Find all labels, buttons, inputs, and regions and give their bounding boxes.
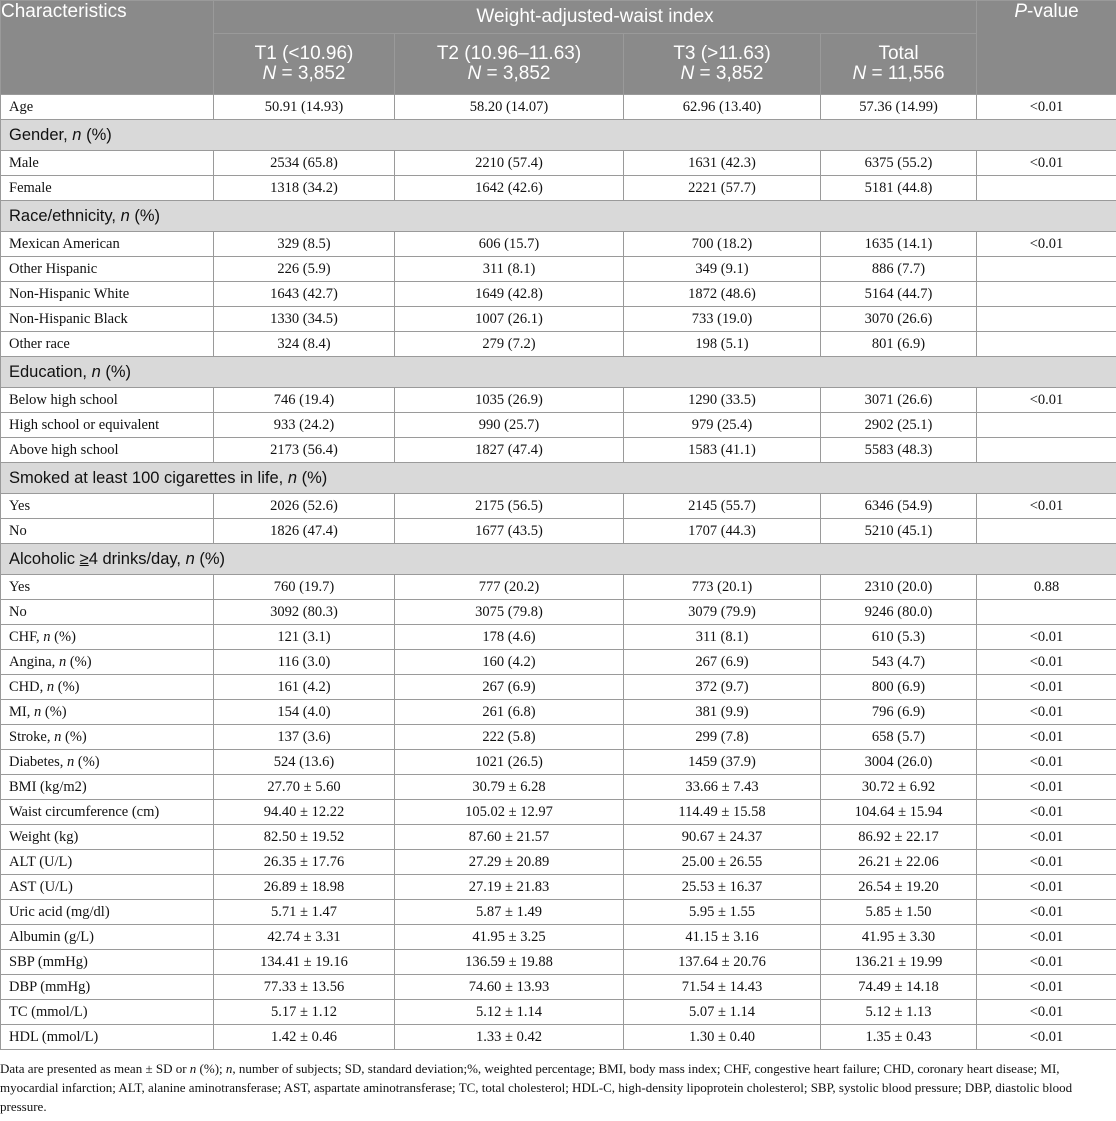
- header-col-t1: T1 (<10.96) N = 3,852: [214, 34, 395, 95]
- row-above-high-school: Above high school 2173 (56.4) 1827 (47.4) 1583 (41.1) 5583 (48.3): [1, 438, 1116, 463]
- header-p-value: P-value: [977, 1, 1116, 95]
- row-weight: Weight (kg) 82.50 ± 19.52 87.60 ± 21.57 90.67 ± 24.37 86.92 ± 22.17 <0.01: [1, 825, 1116, 850]
- row-non-hispanic-black: Non-Hispanic Black 1330 (34.5) 1007 (26.1) 733 (19.0) 3070 (26.6): [1, 307, 1116, 332]
- row-tc: TC (mmol/L) 5.17 ± 1.12 5.12 ± 1.14 5.07 ± 1.14 5.12 ± 1.13 <0.01: [1, 1000, 1116, 1025]
- header-col-t2: T2 (10.96–11.63) N = 3,852: [395, 34, 624, 95]
- row-male: Male 2534 (65.8) 2210 (57.4) 1631 (42.3) 6375 (55.2) <0.01: [1, 151, 1116, 176]
- row-mexican-american: Mexican American 329 (8.5) 606 (15.7) 700 (18.2) 1635 (14.1) <0.01: [1, 232, 1116, 257]
- row-angina: Angina, n (%) 116 (3.0) 160 (4.2) 267 (6.9) 543 (4.7) <0.01: [1, 650, 1116, 675]
- row-alcohol-no: No 3092 (80.3) 3075 (79.8) 3079 (79.9) 9246 (80.0): [1, 600, 1116, 625]
- row-chd: CHD, n (%) 161 (4.2) 267 (6.9) 372 (9.7) 800 (6.9) <0.01: [1, 675, 1116, 700]
- row-below-high-school: Below high school 746 (19.4) 1035 (26.9) 1290 (33.5) 3071 (26.6) <0.01: [1, 388, 1116, 413]
- row-sbp: SBP (mmHg) 134.41 ± 19.16 136.59 ± 19.88 137.64 ± 20.76 136.21 ± 19.99 <0.01: [1, 950, 1116, 975]
- header-col-total: Total N = 11,556: [821, 34, 977, 95]
- section-race: Race/ethnicity, n (%): [1, 201, 1116, 232]
- header-characteristics: Characteristics: [1, 1, 214, 95]
- row-female: Female 1318 (34.2) 1642 (42.6) 2221 (57.7) 5181 (44.8): [1, 176, 1116, 201]
- section-gender: Gender, n (%): [1, 120, 1116, 151]
- row-albumin: Albumin (g/L) 42.74 ± 3.31 41.95 ± 3.25 41.15 ± 3.16 41.95 ± 3.30 <0.01: [1, 925, 1116, 950]
- row-hdl: HDL (mmol/L) 1.42 ± 0.46 1.33 ± 0.42 1.30 ± 0.40 1.35 ± 0.43 <0.01: [1, 1025, 1116, 1050]
- row-chf: CHF, n (%) 121 (3.1) 178 (4.6) 311 (8.1) 610 (5.3) <0.01: [1, 625, 1116, 650]
- row-uric-acid: Uric acid (mg/dl) 5.71 ± 1.47 5.87 ± 1.49 5.95 ± 1.55 5.85 ± 1.50 <0.01: [1, 900, 1116, 925]
- table-footnote: Data are presented as mean ± SD or n (%); n, number of subjects; SD, standard deviation;%, weighted percentage; BMI, body mass index; CHF, congestive heart failure; CHD, coronary heart disease; MI, myocardial infarction; ALT, alanine aminotransferase; AST, aspartate aminotransferase; TC, total cholesterol; HDL-C, high-density lipoprotein cholesterol; SBP, systolic blood pressure; DBP, diastolic blood pressure.: [0, 1061, 1073, 1114]
- row-smoke-yes: Yes 2026 (52.6) 2175 (56.5) 2145 (55.7) 6346 (54.9) <0.01: [1, 494, 1116, 519]
- header-col-t3: T3 (>11.63) N = 3,852: [624, 34, 821, 95]
- row-waist: Waist circumference (cm) 94.40 ± 12.22 105.02 ± 12.97 114.49 ± 15.58 104.64 ± 15.94 <0.01: [1, 800, 1116, 825]
- header-group-title: Weight-adjusted-waist index: [214, 1, 977, 34]
- row-age: Age 50.91 (14.93) 58.20 (14.07) 62.96 (13.40) 57.36 (14.99) <0.01: [1, 95, 1116, 120]
- section-education: Education, n (%): [1, 357, 1116, 388]
- row-non-hispanic-white: Non-Hispanic White 1643 (42.7) 1649 (42.8) 1872 (48.6) 5164 (44.7): [1, 282, 1116, 307]
- row-other-hispanic: Other Hispanic 226 (5.9) 311 (8.1) 349 (9.1) 886 (7.7): [1, 257, 1116, 282]
- row-bmi: BMI (kg/m2) 27.70 ± 5.60 30.79 ± 6.28 33.66 ± 7.43 30.72 ± 6.92 <0.01: [1, 775, 1116, 800]
- row-smoke-no: No 1826 (47.4) 1677 (43.5) 1707 (44.3) 5210 (45.1): [1, 519, 1116, 544]
- row-alt: ALT (U/L) 26.35 ± 17.76 27.29 ± 20.89 25.00 ± 26.55 26.21 ± 22.06 <0.01: [1, 850, 1116, 875]
- row-high-school-equivalent: High school or equivalent 933 (24.2) 990 (25.7) 979 (25.4) 2902 (25.1): [1, 413, 1116, 438]
- row-mi: MI, n (%) 154 (4.0) 261 (6.8) 381 (9.9) 796 (6.9) <0.01: [1, 700, 1116, 725]
- row-stroke: Stroke, n (%) 137 (3.6) 222 (5.8) 299 (7.8) 658 (5.7) <0.01: [1, 725, 1116, 750]
- section-alcohol: Alcoholic ≥4 drinks/day, n (%): [1, 544, 1116, 575]
- section-smoking: Smoked at least 100 cigarettes in life, n (%): [1, 463, 1116, 494]
- row-ast: AST (U/L) 26.89 ± 18.98 27.19 ± 21.83 25.53 ± 16.37 26.54 ± 19.20 <0.01: [1, 875, 1116, 900]
- row-dbp: DBP (mmHg) 77.33 ± 13.56 74.60 ± 13.93 71.54 ± 14.43 74.49 ± 14.18 <0.01: [1, 975, 1116, 1000]
- row-diabetes: Diabetes, n (%) 524 (13.6) 1021 (26.5) 1459 (37.9) 3004 (26.0) <0.01: [1, 750, 1116, 775]
- row-other-race: Other race 324 (8.4) 279 (7.2) 198 (5.1) 801 (6.9): [1, 332, 1116, 357]
- row-alcohol-yes: Yes 760 (19.7) 777 (20.2) 773 (20.1) 2310 (20.0) 0.88: [1, 575, 1116, 600]
